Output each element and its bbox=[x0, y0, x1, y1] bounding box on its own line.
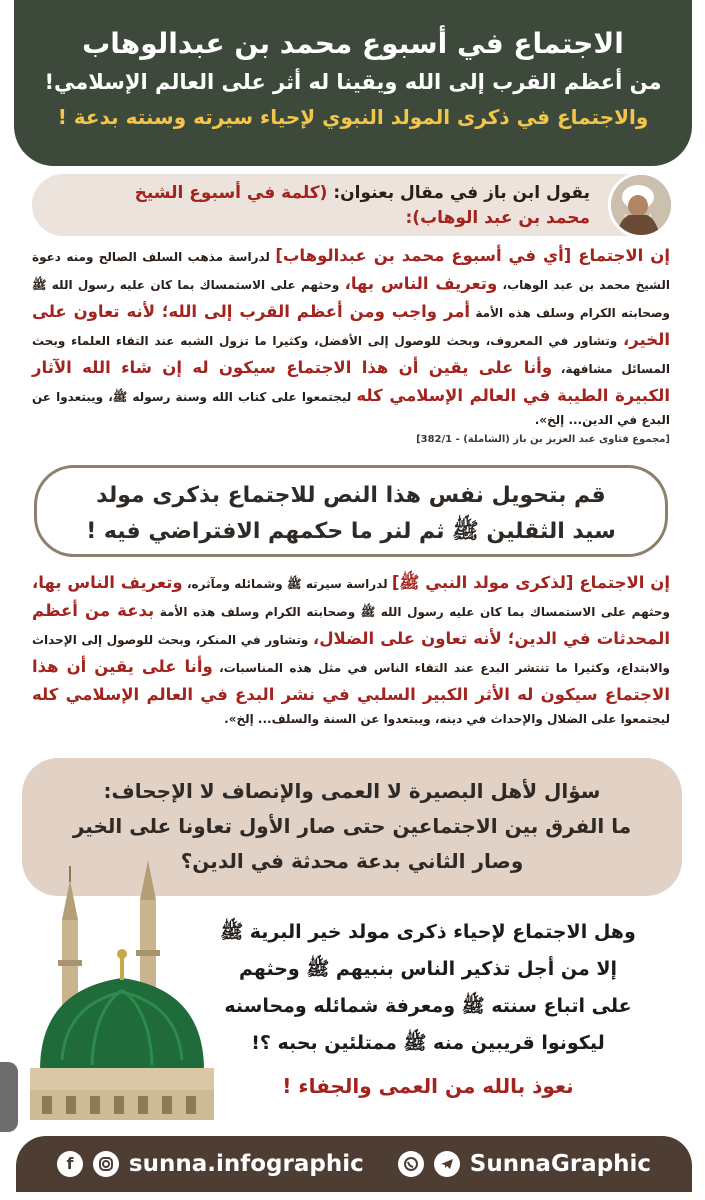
instagram-handle[interactable]: sunna.infographic bbox=[128, 1151, 364, 1177]
telegram-handle[interactable]: SunnaGraphic bbox=[469, 1151, 652, 1177]
sheikh-portrait-icon bbox=[608, 175, 671, 238]
page-subtitle: من أعظم القرب إلى الله ويقينا له أثر على العالم الإسلامي! bbox=[44, 70, 662, 94]
quote2-p6: وتشاور في المنكر، وبحث للوصول إلى الإحداث والابتداع، وكثيرا ما تنتشر البدع عند التقاء الناس في مثل هذه المناسبات، bbox=[32, 633, 670, 675]
quote1-p7: وأنا على يقين أن هذا الاجتماع سيكون له إن شاء الله الآثار الكبيرة الطيبة في العالم الإسلامي كله bbox=[32, 358, 670, 405]
quote1-p4: وحثهم على الاستمساك بما كان عليه رسول الله ﷺ وصحابته الكرام وسلف هذه الأمة bbox=[32, 278, 670, 320]
green-dome-image bbox=[22, 860, 222, 1130]
question-line-1: سؤال لأهل البصيرة لا العمى والإنصاف لا الإجحاف: bbox=[103, 779, 601, 803]
quote1-p5: أمر واجب ومن أعظم القرب إلى الله؛ لأنه تعاون على الخير، bbox=[32, 302, 670, 349]
quote2-p8: ليجتمعوا على الضلال والإحداث في دينه، ويبتعدوا عن السنة والسلف... إلخ». bbox=[224, 712, 670, 726]
quote1-p1: إن الاجتماع [أي في أسبوع محمد بن عبدالوهاب] bbox=[275, 246, 670, 265]
closing-text bbox=[193, 914, 663, 1105]
quote2-p1: إن الاجتماع [لذكرى مولد النبي ﷺ] bbox=[391, 573, 671, 592]
closing-line-5: نعوذ بالله من العمى والجفاء ! bbox=[282, 1074, 574, 1098]
quote2-p5: بدعة من أعظم المحدثات في الدين؛ لأنه تعاون على الضلال، bbox=[32, 601, 671, 648]
intro-prefix: يقول ابن باز في مقال بعنوان: bbox=[327, 183, 590, 203]
quote1-p6: وتشاور في المعروف، وبحث للوصول إلى الأفضل، وكثيرا ما تزول الشبه عند التقاء العلماء وبحث المسائل مشافهة، bbox=[32, 334, 670, 376]
header-banner bbox=[14, 0, 692, 166]
side-scroll-tab[interactable] bbox=[0, 1062, 18, 1132]
quote1-p2: لدراسة مذهب السلف الصالح ومنه دعوة الشيخ محمد بن عبد الوهاب، bbox=[32, 250, 670, 292]
intro-title-2: محمد بن عبد الوهاب): bbox=[405, 208, 590, 228]
page-subtitle-2: والاجتماع في ذكرى المولد النبوي لإحياء سيرته وسنته بدعة ! bbox=[57, 105, 649, 129]
whatsapp-icon[interactable] bbox=[398, 1151, 424, 1177]
instagram-icon[interactable] bbox=[93, 1151, 119, 1177]
quote2-p2: لدراسة سيرته ﷺ وشمائله ومآثره، bbox=[182, 577, 392, 591]
mosque-dome-icon bbox=[22, 860, 222, 1130]
telegram-icon[interactable] bbox=[434, 1151, 460, 1177]
quote1-p8: ليجتمعوا على كتاب الله وسنة رسوله ﷺ، ويبتعدوا عن البدع في الدين... إلخ». bbox=[32, 390, 670, 427]
callout-line-1: قم بتحويل نفس هذا النص للاجتماع بذكرى مولد bbox=[96, 483, 606, 508]
callout-line-2: سيد الثقلين ﷺ ثم لنر ما حكمهم الافتراضي فيه ! bbox=[86, 519, 616, 544]
closing-line-3: على اتباع سنته ﷺ ومعرفة شمائله ومحاسنه bbox=[224, 995, 632, 1017]
callout-box bbox=[34, 465, 668, 557]
footer-bar bbox=[16, 1136, 692, 1192]
quote1-p3: وتعريف الناس بها، bbox=[344, 274, 498, 293]
intro-text bbox=[90, 181, 590, 231]
question-line-2: ما الفرق بين الاجتماعين حتى صار الأول تعاونا على الخير bbox=[72, 814, 632, 838]
question-line-3: وصار الثاني بدعة محدثة في الدين؟ bbox=[180, 849, 524, 873]
avatar bbox=[608, 172, 674, 238]
page-title: الاجتماع في أسبوع محمد بن عبدالوهاب bbox=[82, 27, 624, 60]
closing-line-4: ليكونوا قريبين منه ﷺ ممتلئين بحبه ؟! bbox=[251, 1032, 605, 1054]
intro-title-1: (كلمة في أسبوع الشيخ bbox=[134, 183, 328, 203]
quote-original bbox=[32, 242, 670, 430]
quote2-p7: وأنا على يقين أن هذا الاجتماع سيكون له الأثر الكبير السلبي في نشر البدع في العالم الإسلامي كله bbox=[32, 657, 670, 704]
intro-box bbox=[32, 174, 672, 236]
quote-modified bbox=[32, 569, 670, 729]
closing-line-2: إلا من أجل تذكير الناس بنبيهم ﷺ وحثهم bbox=[239, 958, 617, 980]
footer-content bbox=[16, 1136, 692, 1192]
quote2-p3: وتعريف الناس بها، bbox=[32, 573, 183, 592]
quote2-p4: وحثهم على الاستمساك بما كان عليه رسول الله ﷺ وصحابته الكرام وسلف هذه الأمة bbox=[154, 605, 670, 619]
closing-line-1: وهل الاجتماع لإحياء ذكرى مولد خير البرية ﷺ bbox=[220, 921, 636, 943]
facebook-icon[interactable]: f bbox=[57, 1151, 83, 1177]
source-citation: [مجموع فتاوى عبد العزيز بن باز (الشاملة) - 382/1] bbox=[416, 434, 670, 445]
